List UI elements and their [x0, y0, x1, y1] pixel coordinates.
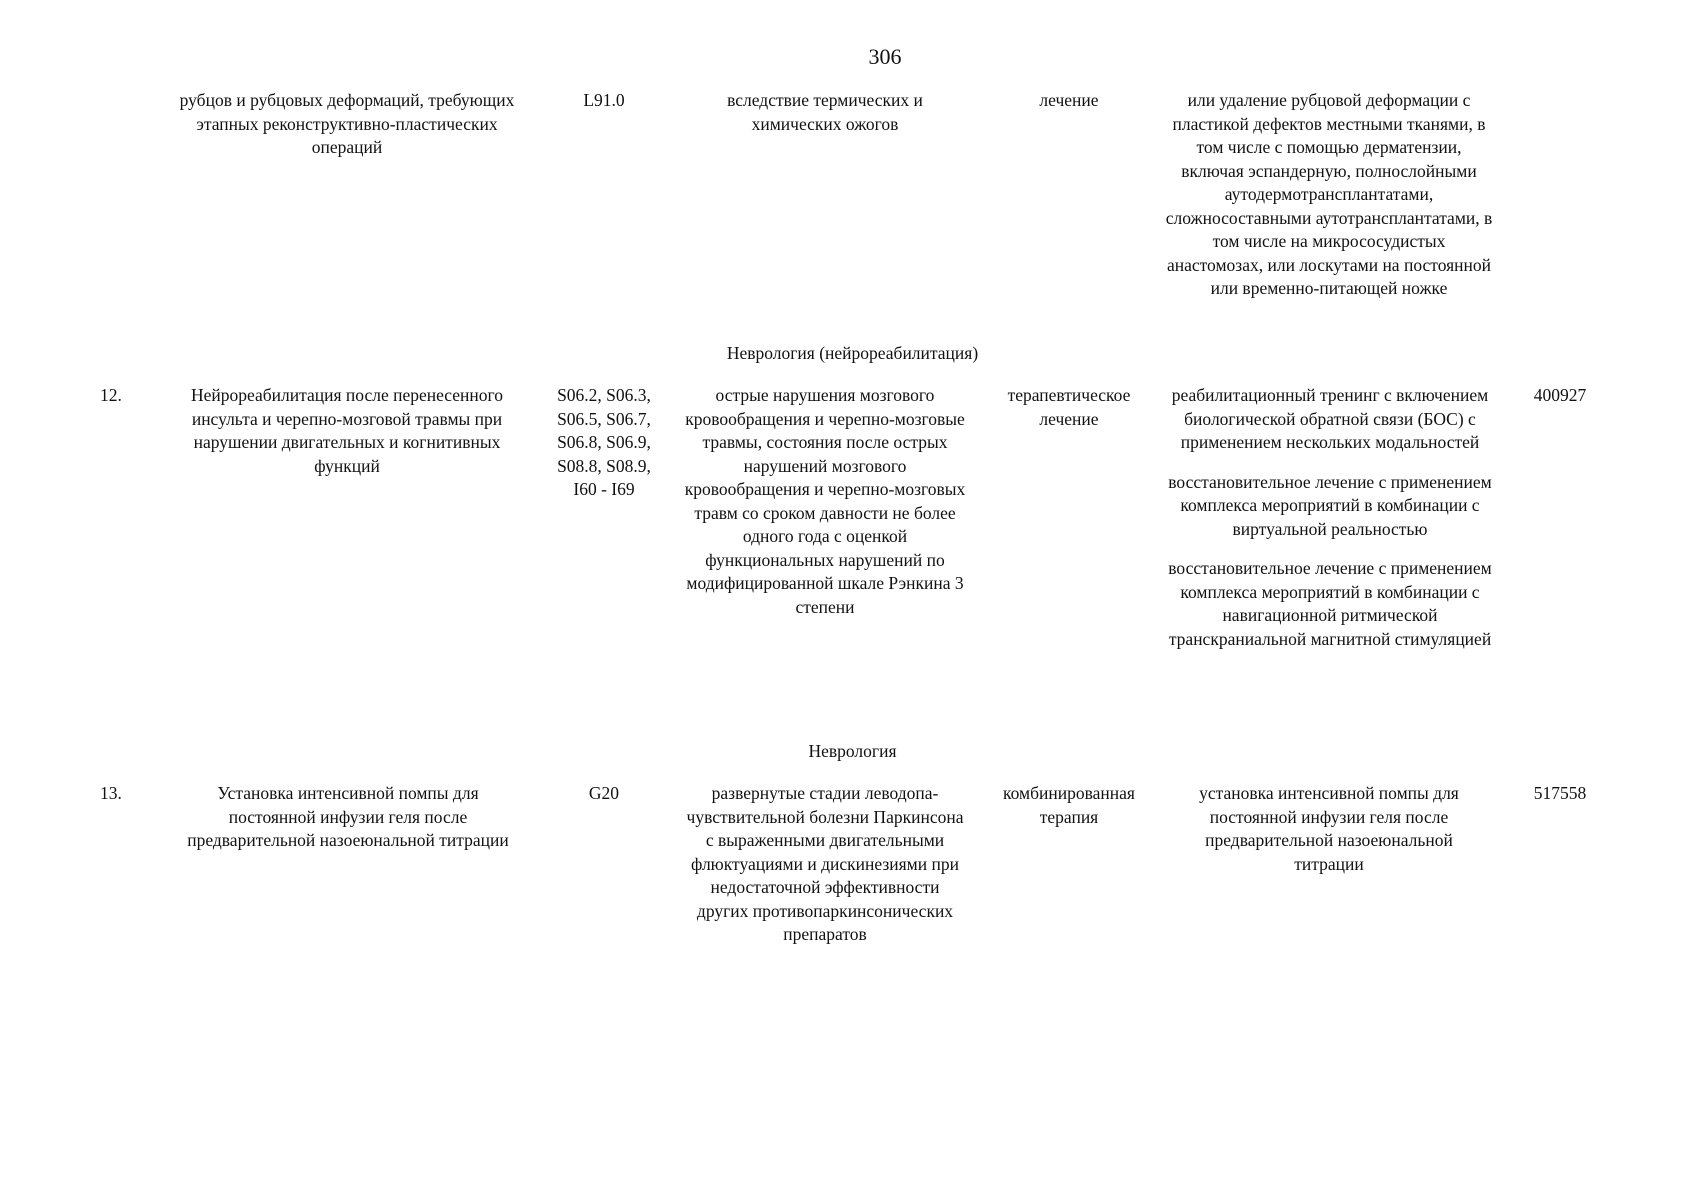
cell-type: лечение: [1039, 90, 1099, 110]
method-item: реабилитационный тренинг с включением биологической обратной связи (БОС) с применением нескольких модальностей: [1171, 385, 1489, 452]
cell-model: острые нарушения мозгового кровообращения и черепно-мозговые травмы, состояния после острых нарушений мозгового кровообращения и черепно-мозговых травм со сроком давности не более одного года с оценкой функциональных нарушений по модифицированной шкале Рэнкина 3 степени: [684, 385, 966, 617]
cell-methods: [1170, 782, 1488, 876]
cell-methods: [1162, 384, 1498, 651]
method-item: восстановительное лечение с применением комплекса мероприятий в комбинации с навигационной ритмической транскраниальной магнитной стимуляцией: [1168, 558, 1492, 649]
cell-number: 13.: [100, 783, 122, 803]
page-number: 306: [868, 44, 902, 69]
cell-name: Установка интенсивной помпы для постоянной инфузии геля после предварительной назоеюнальной титрации: [187, 783, 509, 850]
method-item: восстановительное лечение с применением комплекса мероприятий в комбинации с виртуальной реальностью: [1168, 471, 1492, 539]
cell-code: L91.0: [583, 90, 625, 110]
section-heading-text: Неврология: [808, 741, 897, 761]
section-heading-text: Неврология (нейрореабилитация): [726, 343, 979, 363]
cell-model: вследствие термических и химических ожогов: [727, 90, 923, 134]
cell-type: терапевтическое лечение: [1007, 385, 1131, 429]
cell-cost: 400927: [1533, 385, 1587, 405]
cell-name: рубцов и рубцовых деформаций, требующих этапных реконструктивно-пластических операций: [179, 90, 515, 157]
method-item: установка интенсивной помпы для постоянной инфузии геля после предварительной назоеюнальной титрации: [1199, 783, 1459, 874]
cell-model: развернутые стадии леводопа-чувствительной болезни Паркинсона с выраженными двигательными флюктуациями и дискинезиями при недостаточной эффективности других противопаркинсонических препаратов: [686, 783, 964, 944]
cell-type: комбинированная терапия: [1003, 783, 1135, 827]
cell-name: Нейрореабилитация после перенесенного инсульта и черепно-мозговой травмы при нарушении двигательных и когнитивных функций: [190, 385, 504, 476]
cell-code: S06.2, S06.3, S06.5, S06.7, S06.8, S06.9, S08.8, S08.9, I60 - I69: [557, 385, 651, 499]
cell-method: или удаление рубцовой деформации с пластикой дефектов местными тканями, в том числе с помощью дерматензии, включая эспандерную, полнослойными аутодермотрансплантатами, сложносоставными аутотрансплантатами, в том числе на микрососудистых анастомозах, или лоскутами на постоянной или временно-питающей ножке: [1165, 90, 1493, 298]
cell-number: 12.: [100, 385, 122, 405]
cell-cost: 517558: [1533, 783, 1587, 803]
cell-code: G20: [588, 783, 620, 803]
